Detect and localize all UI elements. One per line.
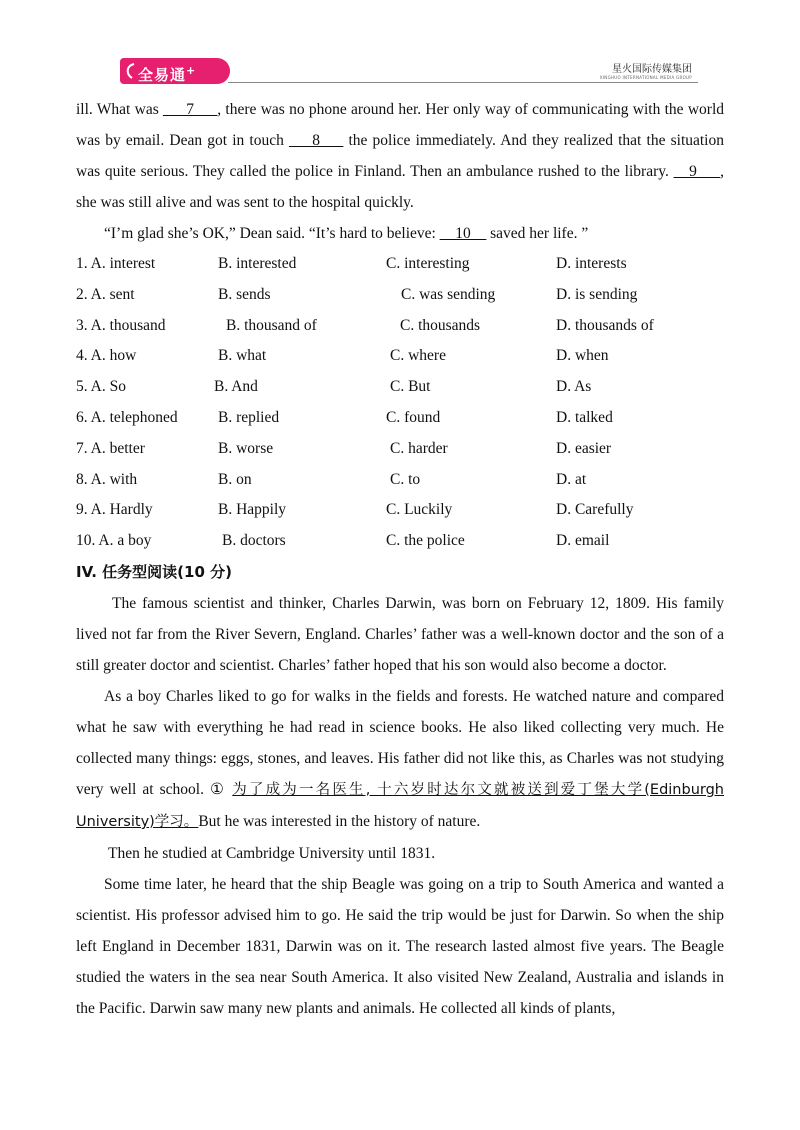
option-d: D. email	[556, 532, 610, 550]
logo-text: 全易通	[138, 66, 187, 84]
option-d: D. interests	[556, 255, 627, 272]
option-a: 8. A. with	[76, 470, 138, 488]
option-d: D. Carefully	[556, 501, 634, 519]
option-b: B. doctors	[222, 532, 286, 550]
translation-sentence: 为了成为一名医生, 十六岁时达尔文就被送到爱丁堡大学(Edinburgh University)学习。	[76, 781, 724, 830]
logo-plus: +	[186, 64, 197, 77]
logo-swoosh-icon	[124, 62, 136, 80]
option-c: C. the police	[386, 532, 465, 550]
option-row-10	[76, 526, 724, 557]
option-c: C. But	[390, 378, 431, 396]
text-run: saved her life. ”	[486, 225, 589, 242]
option-a: 9. A. Hardly	[76, 501, 153, 519]
brand-logo	[120, 58, 230, 84]
page-header	[0, 0, 800, 90]
option-c: C. found	[386, 408, 441, 426]
option-a: 4. A. how	[76, 347, 137, 365]
option-b: B. And	[214, 378, 258, 396]
option-row-6	[76, 403, 724, 434]
option-c: C. where	[390, 347, 446, 365]
header-divider	[228, 82, 698, 83]
option-a: 1. A. interest	[76, 255, 156, 272]
option-b: B. worse	[218, 439, 274, 457]
text-run: ill. What was	[76, 101, 164, 118]
option-row-9	[76, 495, 724, 526]
blank-9: __9___	[673, 163, 721, 180]
option-b: B. sends	[218, 285, 271, 303]
option-c: C. was sending	[401, 285, 496, 303]
option-b: B. Happily	[218, 501, 287, 519]
blank-8: ___8___	[289, 132, 344, 149]
option-a: 3. A. thousand	[76, 316, 166, 334]
section-title: IV. 任务型阅读(10 分)	[76, 562, 232, 581]
company-subtitle: XINGHUO INTERNATIONAL MEDIA GROUP	[599, 75, 692, 80]
company-title: 星火国际传媒集团	[612, 64, 692, 75]
text-run: “I’m glad she’s OK,” Dean said. “It’s hard to believe:	[104, 225, 440, 242]
document-body	[76, 94, 724, 1024]
reading-paragraph-2	[76, 681, 724, 838]
option-a: 2. A. sent	[76, 285, 135, 303]
option-c: C. interesting	[386, 255, 470, 272]
option-row-5	[76, 372, 724, 403]
text-run: But he was interested in the history of nature.	[198, 812, 481, 830]
option-row-2	[76, 280, 724, 311]
option-b: B. thousand of	[226, 316, 317, 334]
option-d: D. As	[556, 378, 592, 396]
reading-paragraph-3: Then he studied at Cambridge University until 1831.	[108, 844, 436, 862]
option-row-3	[76, 311, 724, 342]
option-c: C. thousands	[400, 316, 481, 334]
option-a: 6. A. telephoned	[76, 408, 178, 426]
text-run: the police immediately. And they realized that the situation was quite serious. They called the police in Finland. Then an ambulance rushed to the library.	[76, 132, 724, 180]
option-b: B. what	[218, 347, 267, 365]
option-a: 5. A. So	[76, 378, 126, 396]
text-run: , she was still alive and was sent to the hospital quickly.	[76, 163, 724, 211]
blank-7: ___7___	[163, 101, 218, 118]
company-name	[600, 64, 692, 80]
cloze-paragraph-2	[76, 218, 724, 249]
option-c: C. Luckily	[386, 501, 453, 519]
text-run: As a boy Charles liked to go for walks in the fields and forests. He watched nature and compared what he saw with everything he had read in science books. He also liked collecting very much. He collected many things: eggs, stones, and leaves. His father did not like this, as Charles was not studying very well at school.	[76, 687, 724, 798]
answer-options	[76, 249, 724, 557]
option-c: C. to	[390, 470, 421, 488]
option-d: D. easier	[556, 439, 612, 457]
option-row-1	[76, 249, 724, 280]
option-d: D. when	[556, 347, 609, 365]
option-b: B. on	[218, 470, 252, 488]
cloze-paragraph-1	[76, 94, 724, 218]
option-d: D. thousands of	[556, 316, 654, 334]
option-c: C. harder	[390, 439, 448, 457]
blank-10: __10__	[439, 225, 487, 242]
option-row-4	[76, 341, 724, 372]
option-b: B. replied	[218, 408, 280, 426]
reading-paragraph-1: The famous scientist and thinker, Charles Darwin, was born on February 12, 1809. His family lived not far from the River Severn, England. Charles’ father was a well-known doctor and the son of a still greater doctor and scientist. Charles’ father hoped that his son would also become a doctor.	[76, 594, 724, 674]
option-b: B. interested	[218, 255, 297, 272]
option-a: 10. A. a boy	[76, 532, 152, 550]
option-d: D. is sending	[556, 285, 638, 303]
option-d: D. at	[556, 470, 587, 488]
option-row-8	[76, 465, 724, 496]
item-marker: ①	[210, 780, 233, 798]
option-d: D. talked	[556, 408, 613, 426]
reading-paragraph-4: Some time later, he heard that the ship Beagle was going on a trip to South America and wanted a scientist. His professor advised him to go. He said the trip would be just for Darwin. So when the ship left England in December 1831, Darwin was on it. The research lasted almost five years. The Beagle studied the waters in the sea near South America. It also visited New Zealand, Australia and islands in the Pacific. Darwin saw many new plants and animals. He collected all kinds of plants,	[76, 875, 724, 1017]
text-run: , there was no phone around her. Her only way of communicating with the world was by email. Dean got in touch	[76, 101, 724, 149]
option-row-7	[76, 434, 724, 465]
option-a: 7. A. better	[76, 439, 145, 457]
